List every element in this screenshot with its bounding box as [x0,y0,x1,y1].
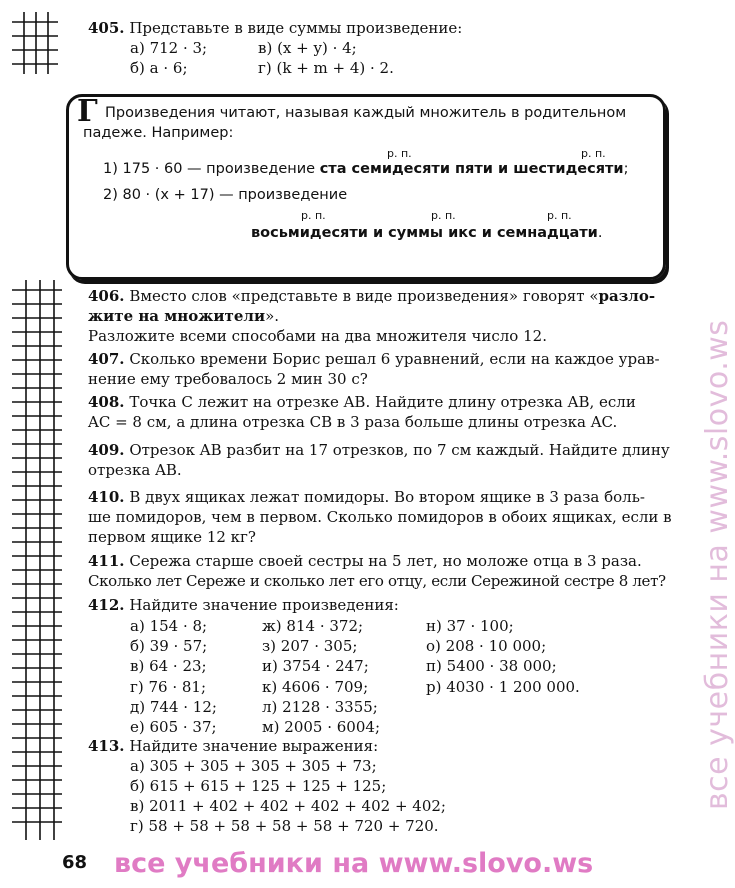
ex412-item: п) 5400 · 38 000; [426,657,557,676]
ex407-text1: Сколько времени Борис решал 6 уравнений, если на каждое урав- [129,350,660,368]
ex412-column-1 [130,616,217,737]
ex406-text2: ». [265,307,280,325]
ex413-item: б) 615 + 615 + 125 + 125 + 125; [130,777,387,795]
margin-grid-left [12,280,62,840]
ex410-line2: ше помидоров, чем в первом. Сколько помидоров в обоих ящиках, если в [88,508,672,526]
ex413-text: Найдите значение выражения: [129,737,379,755]
rule-rp-1: р. п. [387,147,412,160]
rule-example2-reading-line [251,225,602,241]
ex411-text1: Сережа старше своей сестры на 5 лет, но моложе отца в 3 раза. [129,552,642,570]
ex412-item: и) 3754 · 247; [262,657,369,676]
ex413-item: а) 305 + 305 + 305 + 305 + 73; [130,757,377,775]
ex412-item: г) 76 · 81; [130,677,207,696]
ex412-item: м) 2005 · 6004; [262,717,380,736]
ex412-item: е) 605 · 37; [130,717,217,736]
ex410-line1 [88,487,645,507]
ex413-item: г) 58 + 58 + 58 + 58 + 58 + 720 + 720. [130,817,439,835]
rule-example1-lead: 1) 175 · 60 — произведение [103,161,320,177]
ex405-item-v: в) (x + y) · 4; [258,39,357,57]
rule-example1 [103,161,629,177]
ex412-item: р) 4030 · 1 200 000. [426,677,580,696]
ex412-header [88,595,399,615]
ex411-line2: Сколько лет Сереже и сколько лет его отцу, если Сережиной сестре 8 лет? [88,572,666,590]
margin-grid-top [12,12,58,74]
watermark-side-text: все учебники на www.slovo.ws [700,319,735,810]
ex412-column-3 [426,616,580,697]
ex406-text1: Вместо слов «представьте в виде произведения» говорят « [129,287,599,305]
ex408-text1: Точка C лежит на отрезке AB. Найдите длину отрезка AB, если [129,393,636,411]
ex410-number: 410. [88,488,125,506]
ex405-header [88,18,462,38]
rule-rp-4: р. п. [431,209,456,222]
ex413-header [88,736,378,756]
ex412-item: б) 39 · 57; [130,637,208,656]
ex412-item: о) 208 · 10 000; [426,637,547,656]
ex412-item: к) 4606 · 709; [262,677,369,696]
ex405-item-b: б) a · 6; [130,59,188,77]
rule-example2-lead: 2) 80 · (x + 17) — произведение [103,187,348,203]
ex407-number: 407. [88,350,125,368]
ex412-item: з) 207 · 305; [262,637,358,656]
ex411-number: 411. [88,552,125,570]
ex406-line2 [88,306,279,326]
ex406-line1 [88,286,655,306]
rule-example2-reading: восьмидесяти и суммы икс и семнадцати [251,225,598,241]
ex412-item: а) 154 · 8; [130,617,208,635]
ex412-column-2 [262,616,380,737]
rule-box [66,94,666,280]
ex412-item: н) 37 · 100; [426,617,514,635]
ex408-line2: AC = 8 см, а длина отрезка CB в 3 раза больше длины отрезка AC. [88,413,618,431]
rule-icon-letter: Г [77,94,98,129]
ex406-line3: Разложите всеми способами на два множителя число 12. [88,327,547,345]
ex407-line2: нение ему требовалось 2 мин 30 с? [88,370,368,388]
rule-rp-2: р. п. [581,147,606,160]
ex406-term1: разло- [598,287,656,305]
ex411-line1 [88,551,642,571]
ex408-number: 408. [88,393,125,411]
ex412-text: Найдите значение произведения: [129,596,399,614]
ex409-line1 [88,440,670,460]
ex405-item-a: а) 712 · 3; [130,39,208,57]
ex408-line1 [88,392,636,412]
rule-example1-end: ; [623,161,629,177]
ex405-item-g: г) (k + m + 4) · 2. [258,59,394,77]
watermark-side [648,290,735,810]
rule-line2: падеже. Например: [83,125,234,141]
rule-line1: Произведения читают, называя каждый множитель в родительном [105,105,627,121]
ex405-number: 405. [88,19,125,37]
ex412-number: 412. [88,596,125,614]
ex410-line3: первом ящике 12 кг? [88,528,256,546]
ex406-number: 406. [88,287,125,305]
ex413-item: в) 2011 + 402 + 402 + 402 + 402 + 402; [130,797,446,815]
ex409-text1: Отрезок AB разбит на 17 отрезков, по 7 см каждый. Найдите длину [129,441,670,459]
ex412-item: д) 744 · 12; [130,697,217,716]
watermark-bottom: все учебники на www.slovo.ws [114,848,594,879]
rule-example2-end: . [597,225,603,241]
ex407-line1 [88,349,660,369]
ex406-term2: жите на множители [88,307,266,325]
ex410-text1: В двух ящиках лежат помидоры. Во втором ящике в 3 раза боль- [129,488,645,506]
ex405-text: Представьте в виде суммы произведение: [129,19,463,37]
page-number: 68 [62,852,88,873]
rule-rp-5: р. п. [547,209,572,222]
ex412-item: в) 64 · 23; [130,657,207,676]
rule-rp-3: р. п. [301,209,326,222]
ex409-number: 409. [88,441,125,459]
rule-example1-reading: ста семидесяти пяти и шестидесяти [319,161,624,177]
ex413-number: 413. [88,737,125,755]
ex409-line2: отрезка AB. [88,461,182,479]
ex412-item: л) 2128 · 3355; [262,697,378,716]
ex412-item: ж) 814 · 372; [262,617,364,635]
